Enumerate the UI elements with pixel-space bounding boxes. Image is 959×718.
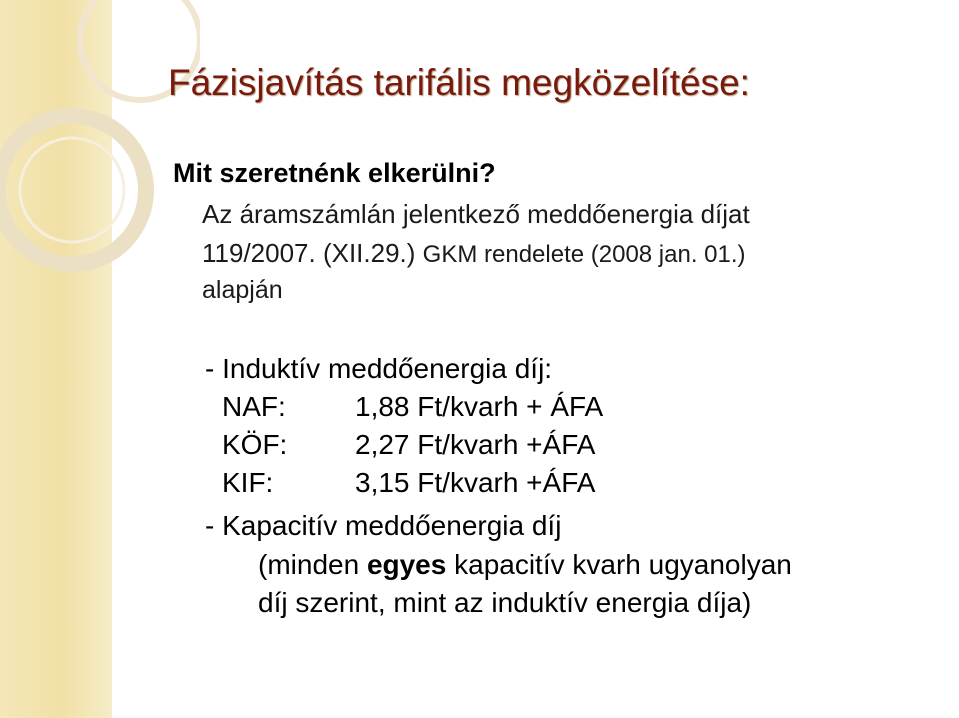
intro-line-1: Az áramszámlán jelentkező meddőenergia díjat	[202, 199, 750, 229]
capacitive-label: - Kapacitív meddőenergia díj	[205, 510, 562, 541]
section-heading: Mit szeretnénk elkerülni?	[173, 158, 496, 188]
decorative-ring-icon	[0, 0, 200, 300]
tariff-code: NAF:	[222, 391, 286, 422]
note-text: (minden	[258, 549, 367, 580]
tariff-price: 2,27 Ft/kvarh +ÁFA	[355, 429, 596, 460]
regulation-name: GKM rendelete (2008 jan. 01.)	[422, 241, 746, 268]
capacitive-note-line-2: díj szerint, mint az induktív energia díja)	[258, 587, 752, 618]
note-emphasis: egyes	[366, 549, 447, 580]
note-text: kapacitív kvarh ugyanolyan	[446, 549, 792, 580]
tariff-code: KÖF:	[222, 429, 288, 460]
intro-line-2	[202, 238, 746, 269]
regulation-number: 119/2007. (XII.29.)	[202, 238, 423, 268]
capacitive-note-line-1	[258, 549, 792, 581]
tariff-price: 3,15 Ft/kvarh +ÁFA	[355, 467, 596, 498]
tariff-code: KIF:	[222, 467, 274, 498]
intro-line-3: alapján	[202, 276, 283, 304]
inductive-label: - Induktív meddőenergia díj:	[205, 353, 553, 384]
tariff-price: 1,88 Ft/kvarh + ÁFA	[355, 391, 604, 422]
page-title: Fázisjavítás tarifális megközelítése:	[168, 62, 750, 103]
